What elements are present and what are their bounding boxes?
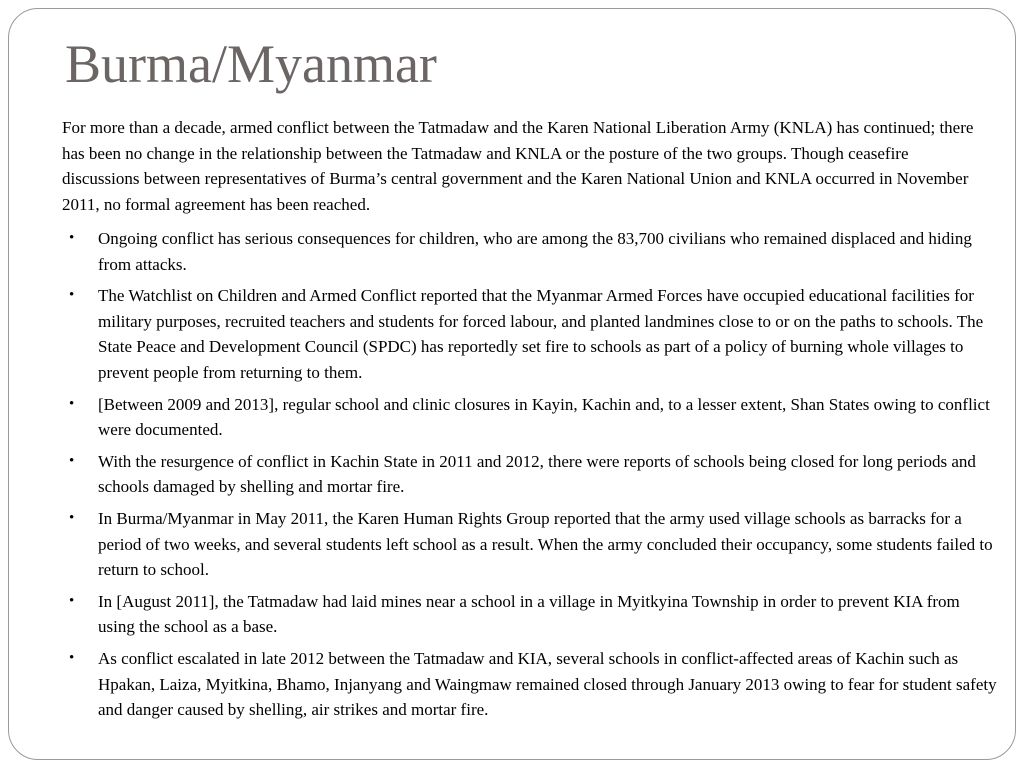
bullet-dot-icon: • [69,592,75,609]
bullet-dot-icon: • [69,452,75,469]
bullet-text: In [August 2011], the Tatmadaw had laid mines near a school in a village in Myitkyina Township in order to prevent KIA from using the school as a base. [98,591,960,637]
slide-title: Burma/Myanmar [65,34,437,94]
bullet-dot-icon: • [69,509,75,526]
bullet-dot-icon: • [69,395,75,412]
bullet-dot-icon: • [69,287,75,304]
bullet-text: With the resurgence of conflict in Kachin State in 2011 and 2012, there were reports of schools being closed for long periods and schools damaged by shelling and mortar fire. [98,451,976,497]
bullet-item [69,589,999,640]
bullet-text: As conflict escalated in late 2012 between the Tatmadaw and KIA, several schools in conflict-affected areas of Kachin such as Hpakan, Laiza, Myitkina, Bhamo, Injanyang and Waingmaw remained closed through January 2013 owing to fear for student safety and danger caused by shelling, air strikes and mortar fire. [98,648,997,720]
bullet-dot-icon: • [69,649,75,666]
bullet-list [69,226,999,729]
bullet-text: The Watchlist on Children and Armed Conflict reported that the Myanmar Armed Forces have occupied educational facilities for military purposes, recruited teachers and students for forced labour, and planted landmines close to or on the paths to schools. The State Peace and Development Council (SPDC) has reportedly set fire to schools as part of a policy of burning whole villages to prevent people from returning to them. [98,286,984,382]
bullet-item [69,646,999,723]
bullet-text: In Burma/Myanmar in May 2011, the Karen Human Rights Group reported that the army used village schools as barracks for a period of two weeks, and several students left school as a result. When the army concluded their occupancy, some students failed to return to school. [98,508,993,580]
bullet-item [69,506,999,583]
bullet-text: Ongoing conflict has serious consequences for children, who are among the 83,700 civilians who remained displaced and hiding from attacks. [98,229,972,274]
slide-frame [8,8,1016,760]
bullet-item [69,392,999,443]
intro-paragraph: For more than a decade, armed conflict between the Tatmadaw and the Karen National Liberation Army (KNLA) has continued; there has been no change in the relationship between the Tatmadaw and KNLA or the posture of the two groups. Though ceasefire discussions between representatives of Burma’s central government and the Karen National Union and KNLA occurred in November 2011, no formal agreement has been reached. [62,118,974,214]
bullet-dot-icon: • [69,230,75,246]
bullet-item [69,283,999,385]
bullet-item [69,226,999,277]
bullet-text: [Between 2009 and 2013], regular school and clinic closures in Kayin, Kachin and, to a lesser extent, Shan States owing to conflict were documented. [98,394,990,440]
bullet-item [69,449,999,500]
